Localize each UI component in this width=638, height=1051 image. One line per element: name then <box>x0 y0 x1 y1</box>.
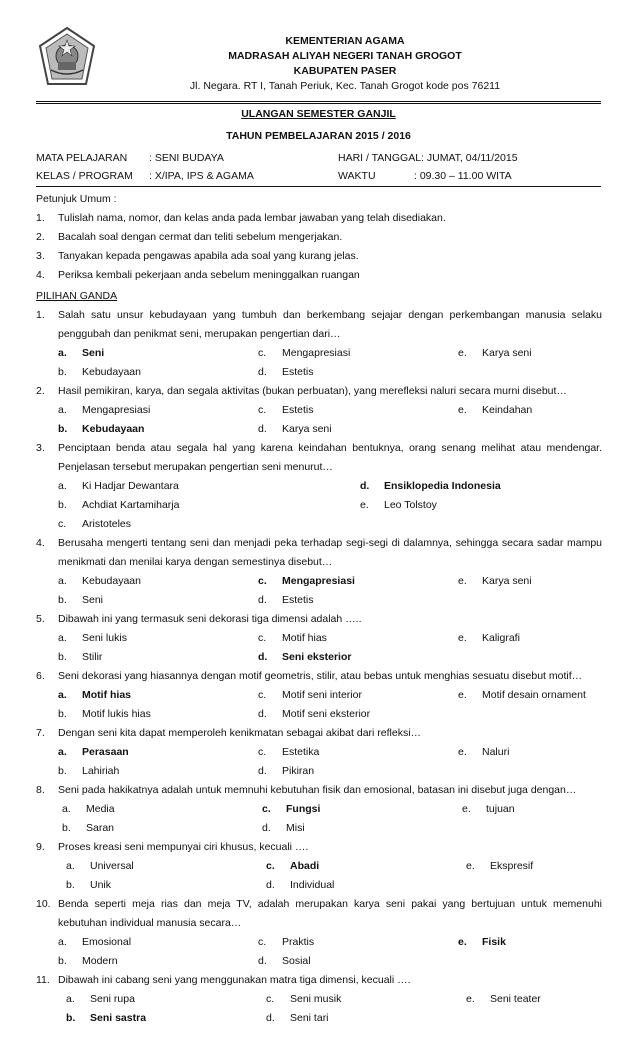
options-row <box>62 800 602 819</box>
option-c: c. Abadi <box>266 860 320 872</box>
option-e: e. Fisik <box>458 936 506 948</box>
option-d: d. Estetis <box>258 366 314 378</box>
option-c: c. Aristoteles <box>58 518 132 530</box>
options-row <box>58 591 602 610</box>
question-9: 9. Proses kreasi seni mempunyai ciri khusus, kecuali …. <box>36 838 602 857</box>
info-divider <box>36 186 601 187</box>
question-6: 6. Seni dekorasi yang hiasannya dengan motif geometris, stilir, atau bebas untuk menghias sesuatu disebut motif… <box>36 667 602 686</box>
option-e: e. Ekspresif <box>466 860 534 872</box>
question-8: 8. Seni pada hakikatnya adalah untuk memnuhi kebutuhan fisik dan emosional, batasan ini disebut juga dengan… <box>36 781 602 800</box>
letterhead-school: MADRASAH ALIYAH NEGERI TANAH GROGOT <box>228 50 462 62</box>
option-a: a. Kebudayaan <box>58 575 141 587</box>
option-c: c. Motif hias <box>258 632 327 644</box>
question-text: Penciptaan benda atau segala hal yang karena keindahan bentuknya, orang senang melihat atau mendengar. Penjelasan tersebut merupakan pengertian seni menurut… <box>58 442 602 473</box>
option-b: b. Lahiriah <box>58 765 120 777</box>
option-b: b. Seni <box>58 594 104 606</box>
section-title: PILIHAN GANDA <box>36 290 118 302</box>
options-row <box>58 401 602 420</box>
option-e: e. Leo Tolstoy <box>360 499 437 511</box>
options-row <box>58 762 602 781</box>
options-row <box>66 990 602 1009</box>
class-label: KELAS / PROGRAM <box>36 170 133 182</box>
option-d: d. Ensiklopedia Indonesia <box>360 480 501 492</box>
options-row <box>66 876 602 895</box>
question-text: Benda seperti meja rias dan meja TV, adalah merupakan karya seni pakai yang bertujuan untuk memenuhi kebutuhan individual manusia secara… <box>58 898 602 929</box>
option-b: b. Kebudayaan <box>58 366 141 378</box>
question-text: Hasil pemikiran, karya, dan segala aktivitas (bukan perbuatan), yang merefleksi naluri secara murni disebut… <box>58 385 567 397</box>
options-row <box>58 686 602 705</box>
option-c: c. Motif seni interior <box>258 689 362 701</box>
question-7: 7. Dengan seni kita dapat memperoleh kenikmatan sebagai akibat dari refleksi… <box>36 724 602 743</box>
question-text: Salah satu unsur kebudayaan yang tumbuh dan berkembang sejajar dengan perkembangan manusia selaku penggubah dan penikmat seni, merupakan pengertian dari… <box>58 309 602 340</box>
option-a: a. Perasaan <box>58 746 129 758</box>
question-text: Dibawah ini yang termasuk seni dekorasi tiga dimensi adalah ….. <box>58 613 362 625</box>
option-a: a. Seni <box>58 347 105 359</box>
option-a: a. Motif hias <box>58 689 131 701</box>
option-d: d. Karya seni <box>258 423 332 435</box>
option-d: d. Seni tari <box>266 1012 329 1024</box>
question-1: 1. Salah satu unsur kebudayaan yang tumbuh dan berkembang sejajar dengan perkembangan manusia selaku penggubah dan penikmat seni, merupakan pengertian dari… <box>36 306 602 344</box>
question-text: Seni pada hakikatnya adalah untuk memnuhi kebutuhan fisik dan emosional, batasan ini disebut juga dengan… <box>58 784 577 796</box>
exam-year: TAHUN PEMBELAJARAN 2015 / 2016 <box>226 130 411 142</box>
exam-title: ULANGAN SEMESTER GANJIL <box>241 108 396 120</box>
letterhead-address: Jl. Negara. RT I, Tanah Periuk, Kec. Tanah Grogot kode pos 76211 <box>189 80 501 92</box>
option-a: a. Ki Hadjar Dewantara <box>58 480 179 492</box>
letterhead-divider <box>36 101 601 102</box>
question-text: Dengan seni kita dapat memperoleh kenikmatan sebagai akibat dari refleksi… <box>58 727 422 739</box>
question-2: 2. Hasil pemikiran, karya, dan segala aktivitas (bukan perbuatan), yang merefleksi naluri secara murni disebut… <box>36 382 602 401</box>
option-d: d. Individual <box>266 879 335 891</box>
option-d: d. Estetis <box>258 594 314 606</box>
letterhead <box>110 34 580 94</box>
question-list <box>36 306 602 1028</box>
option-e: e. tujuan <box>462 803 515 815</box>
option-e: e. Kaligrafi <box>458 632 520 644</box>
option-b: b. Seni sastra <box>66 1012 147 1024</box>
instruction-item: 3. Tanyakan kepada pengawas apabila ada soal yang kurang jelas. <box>36 250 359 262</box>
question-5: 5. Dibawah ini yang termasuk seni dekorasi tiga dimensi adalah ….. <box>36 610 602 629</box>
time-value: : 09.30 – 11.00 WITA <box>414 170 512 182</box>
options-row <box>58 648 602 667</box>
time-label: WAKTU <box>338 170 376 182</box>
option-b: b. Modern <box>58 955 118 967</box>
options-row <box>58 496 602 515</box>
option-a: a. Seni lukis <box>58 632 127 644</box>
option-b: b. Kebudayaan <box>58 423 145 435</box>
question-text: Berusaha mengerti tentang seni dan menjadi peka terhadap segi-segi di dalamnya, sehingga secara sadar mampu menikmati dan menilai karya dengan semestinya disebut… <box>58 537 602 568</box>
option-b: b. Saran <box>62 822 115 834</box>
info-row-class <box>36 170 601 186</box>
options-row <box>58 515 602 534</box>
question-text: Proses kreasi seni mempunyai ciri khusus, kecuali …. <box>58 841 309 853</box>
option-d: d. Misi <box>262 822 305 834</box>
option-a: a. Seni rupa <box>66 993 135 1005</box>
question-text: Dibawah ini cabang seni yang menggunakan matra tiga dimensi, kecuali …. <box>58 974 411 986</box>
option-a: a. Mengapresiasi <box>58 404 151 416</box>
options-row <box>58 572 602 591</box>
option-a: a. Universal <box>66 860 134 872</box>
options-row <box>66 1009 602 1028</box>
options-row <box>58 705 602 724</box>
subject-label: MATA PELAJARAN <box>36 152 128 164</box>
question-text: Seni dekorasi yang hiasannya dengan motif geometris, stilir, atau bebas untuk menghias sesuatu disebut motif… <box>58 670 583 682</box>
instructions <box>36 190 601 285</box>
letterhead-regency: KABUPATEN PASER <box>293 65 397 77</box>
question-10: 10. Benda seperti meja rias dan meja TV, adalah merupakan karya seni pakai yang bertujuan untuk memenuhi kebutuhan individual manusia secara… <box>36 895 602 933</box>
subject-value: : SENI BUDAYA <box>149 152 224 164</box>
option-b: b. Unik <box>66 879 112 891</box>
options-row <box>66 857 602 876</box>
option-b: b. Achdiat Kartamiharja <box>58 499 180 511</box>
option-c: c. Fungsi <box>262 803 321 815</box>
option-e: e. Karya seni <box>458 575 532 587</box>
option-c: c. Mengapresiasi <box>258 575 355 587</box>
option-e: e. Keindahan <box>458 404 533 416</box>
option-e: e. Motif desain ornament <box>458 689 586 701</box>
option-b: b. Stilir <box>58 651 103 663</box>
question-11: 11. Dibawah ini cabang seni yang menggunakan matra tiga dimensi, kecuali …. <box>36 971 602 990</box>
ministry-logo-icon <box>36 26 98 88</box>
option-d: d. Seni eksterior <box>258 651 352 663</box>
options-row <box>62 819 602 838</box>
option-c: c. Mengapresiasi <box>258 347 351 359</box>
instructions-title: Petunjuk Umum : <box>36 193 117 205</box>
options-row <box>58 477 602 496</box>
info-row-subject <box>36 152 601 168</box>
options-row <box>58 743 602 762</box>
question-3: 3. Penciptaan benda atau segala hal yang karena keindahan bentuknya, orang senang melihat atau mendengar. Penjelasan tersebut merupakan pengertian seni menurut… <box>36 439 602 477</box>
option-e: e. Naluri <box>458 746 510 758</box>
question-4: 4. Berusaha mengerti tentang seni dan menjadi peka terhadap segi-segi di dalamnya, sehingga secara sadar mampu menikmati dan menilai karya dengan semestinya disebut… <box>36 534 602 572</box>
instruction-item: 2. Bacalah soal dengan cermat dan teliti sebelum mengerjakan. <box>36 231 343 243</box>
option-c: c. Seni musik <box>266 993 342 1005</box>
options-row <box>58 344 602 363</box>
options-row <box>58 933 602 952</box>
options-row <box>58 420 602 439</box>
option-e: e. Karya seni <box>458 347 532 359</box>
option-c: c. Estetika <box>258 746 320 758</box>
option-d: d. Sosial <box>258 955 311 967</box>
class-value: : X/IPA, IPS & AGAMA <box>149 170 254 182</box>
option-b: b. Motif lukis hias <box>58 708 151 720</box>
option-c: c. Praktis <box>258 936 315 948</box>
options-row <box>58 629 602 648</box>
option-c: c. Estetis <box>258 404 314 416</box>
option-d: d. Pikiran <box>258 765 315 777</box>
option-e: e. Seni teater <box>466 993 541 1005</box>
day-date: HARI / TANGGAL: JUMAT, 04/11/2015 <box>338 152 518 164</box>
instruction-item: 1. Tulislah nama, nomor, dan kelas anda pada lembar jawaban yang telah disediakan. <box>36 212 446 224</box>
instruction-item: 4. Periksa kembali pekerjaan anda sebelum meninggalkan ruangan <box>36 269 360 281</box>
letterhead-divider-2 <box>36 103 601 104</box>
options-row <box>58 363 602 382</box>
options-row <box>58 952 602 971</box>
option-a: a. Emosional <box>58 936 132 948</box>
option-a: a. Media <box>62 803 115 815</box>
option-d: d. Motif seni eksterior <box>258 708 371 720</box>
letterhead-ministry: KEMENTERIAN AGAMA <box>285 35 405 47</box>
